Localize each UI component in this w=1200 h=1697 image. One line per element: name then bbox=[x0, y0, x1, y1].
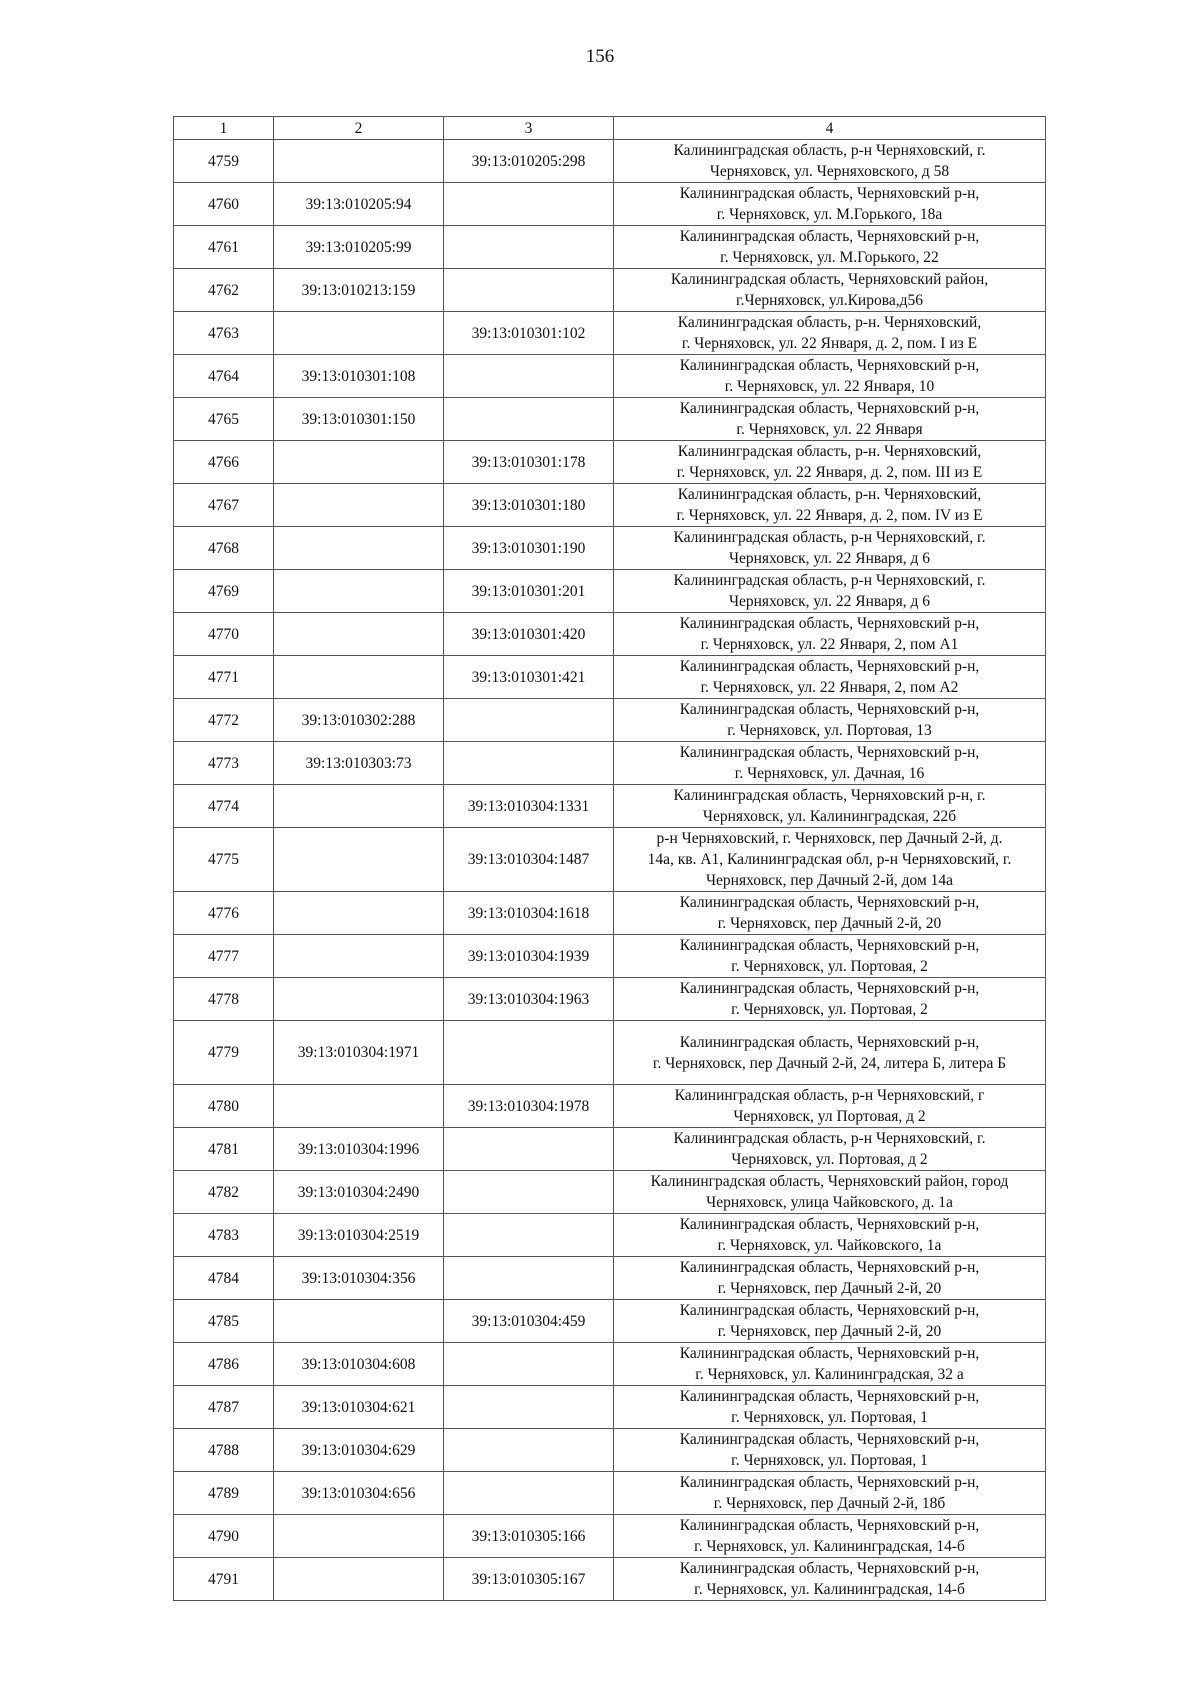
address-line: Черняховск, ул. Черняховского, д 58 bbox=[709, 163, 950, 180]
address-line: г. Черняховск, ул. 22 Января, 2, пом А1 bbox=[700, 636, 959, 653]
table-row bbox=[174, 656, 1046, 699]
row-number: 4787 bbox=[174, 1386, 274, 1429]
row-number: 4780 bbox=[174, 1085, 274, 1128]
row-number: 4772 bbox=[174, 699, 274, 742]
header-col-3: 3 bbox=[444, 117, 614, 140]
table-row bbox=[174, 699, 1046, 742]
cadastral-number-col2 bbox=[274, 484, 444, 527]
row-number: 4784 bbox=[174, 1257, 274, 1300]
address-line: Калининградская область, Черняховский р-н, bbox=[679, 1033, 980, 1051]
table-row bbox=[174, 1515, 1046, 1558]
cadastral-number-col3 bbox=[444, 742, 614, 785]
address-line: г. Черняховск, пер Дачный 2-й, 18б bbox=[713, 1495, 946, 1512]
address-line: Черняховск, пер Дачный 2-й, дом 14а bbox=[705, 872, 954, 889]
address-line: г. Черняховск, ул. Калининградская, 32 а bbox=[695, 1366, 964, 1383]
address-line: Черняховск, ул Портовая, д 2 bbox=[733, 1108, 926, 1125]
table-row bbox=[174, 398, 1046, 441]
table-row bbox=[174, 1472, 1046, 1515]
cadastral-number-col3: 39:13:010305:166 bbox=[444, 1515, 614, 1558]
address-line: Калининградская область, Черняховский р-н, bbox=[679, 658, 980, 675]
cadastral-number-col3: 39:13:010301:190 bbox=[444, 527, 614, 570]
cadastral-number-col2 bbox=[274, 613, 444, 656]
address-line: Калининградская область, Черняховский р-н, bbox=[679, 1216, 980, 1233]
address-cell bbox=[614, 1472, 1046, 1515]
table-body bbox=[174, 140, 1046, 1601]
cadastral-number-col3 bbox=[444, 226, 614, 269]
row-number: 4790 bbox=[174, 1515, 274, 1558]
address-cell bbox=[614, 935, 1046, 978]
address-cell bbox=[614, 226, 1046, 269]
address-cell bbox=[614, 1343, 1046, 1386]
address-line: Калининградская область, Черняховский р-н, bbox=[679, 185, 980, 202]
cadastral-number-col3: 39:13:010301:102 bbox=[444, 312, 614, 355]
address-line: Калининградская область, Черняховский р-н, bbox=[679, 400, 980, 417]
address-line: Калининградская область, Черняховский р-н, bbox=[679, 1259, 980, 1276]
row-number: 4789 bbox=[174, 1472, 274, 1515]
row-number: 4762 bbox=[174, 269, 274, 312]
address-line: р-н Черняховский, г. Черняховск, пер Дачный 2-й, д. bbox=[656, 830, 1003, 847]
address-line: г. Черняховск, пер Дачный 2-й, 20 bbox=[717, 1280, 942, 1297]
cadastral-number-col2 bbox=[274, 1515, 444, 1558]
cadastral-number-col3 bbox=[444, 398, 614, 441]
row-number: 4773 bbox=[174, 742, 274, 785]
cadastral-number-col3: 39:13:010301:178 bbox=[444, 441, 614, 484]
table-row bbox=[174, 484, 1046, 527]
cadastral-number-col2 bbox=[274, 892, 444, 935]
address-line: г. Черняховск, ул. Дачная, 16 bbox=[734, 765, 925, 782]
address-cell bbox=[614, 1128, 1046, 1171]
cadastral-number-col2: 39:13:010304:1996 bbox=[274, 1128, 444, 1171]
cadastral-number-col3 bbox=[444, 1128, 614, 1171]
cadastral-number-col2: 39:13:010304:2519 bbox=[274, 1214, 444, 1257]
address-cell bbox=[614, 785, 1046, 828]
cadastral-number-col2: 39:13:010304:629 bbox=[274, 1429, 444, 1472]
cadastral-number-col3 bbox=[444, 1214, 614, 1257]
address-line: г. Черняховск, ул. 22 Января, 10 bbox=[724, 378, 935, 395]
cadastral-number-col3 bbox=[444, 183, 614, 226]
address-cell bbox=[614, 699, 1046, 742]
address-line: Калининградская область, р-н Черняховский, г. bbox=[673, 1130, 986, 1147]
row-number: 4779 bbox=[174, 1021, 274, 1085]
row-number: 4778 bbox=[174, 978, 274, 1021]
table-row bbox=[174, 978, 1046, 1021]
address-line: г. Черняховск, ул. Чайковского, 1а bbox=[717, 1237, 942, 1254]
address-cell bbox=[614, 183, 1046, 226]
cadastral-number-col2 bbox=[274, 140, 444, 183]
cadastral-number-col3: 39:13:010304:1963 bbox=[444, 978, 614, 1021]
row-number: 4770 bbox=[174, 613, 274, 656]
cadastral-number-col2: 39:13:010304:2490 bbox=[274, 1171, 444, 1214]
table-row bbox=[174, 183, 1046, 226]
table-row bbox=[174, 613, 1046, 656]
address-cell bbox=[614, 1257, 1046, 1300]
cadastral-number-col2 bbox=[274, 1085, 444, 1128]
cadastral-number-col3: 39:13:010304:1978 bbox=[444, 1085, 614, 1128]
row-number: 4775 bbox=[174, 828, 274, 892]
row-number: 4783 bbox=[174, 1214, 274, 1257]
table-row bbox=[174, 269, 1046, 312]
address-line: г. Черняховск, ул. Портовая, 2 bbox=[731, 958, 928, 975]
cadastral-number-col2 bbox=[274, 1300, 444, 1343]
row-number: 4785 bbox=[174, 1300, 274, 1343]
address-line: Калининградская область, Черняховский район, город bbox=[650, 1173, 1009, 1190]
address-line: Черняховск, улица Чайковского, д. 1а bbox=[706, 1194, 953, 1211]
cadastral-number-col2 bbox=[274, 1558, 444, 1601]
cadastral-number-col3 bbox=[444, 355, 614, 398]
address-line: г. Черняховск, ул. Портовая, 1 bbox=[731, 1409, 928, 1426]
address-cell bbox=[614, 140, 1046, 183]
row-number: 4781 bbox=[174, 1128, 274, 1171]
cadastral-number-col2 bbox=[274, 570, 444, 613]
cadastral-number-col3: 39:13:010304:1331 bbox=[444, 785, 614, 828]
header-col-1: 1 bbox=[174, 117, 274, 140]
cadastral-number-col3: 39:13:010301:180 bbox=[444, 484, 614, 527]
address-line: Калининградская область, Черняховский район, bbox=[670, 271, 989, 288]
address-cell bbox=[614, 1515, 1046, 1558]
cadastral-number-col3 bbox=[444, 1472, 614, 1515]
row-number: 4761 bbox=[174, 226, 274, 269]
address-line: г. Черняховск, ул. 22 Января, д. 2, пом. III из Е bbox=[676, 464, 983, 481]
row-number: 4765 bbox=[174, 398, 274, 441]
cadastral-number-col3: 39:13:010304:1939 bbox=[444, 935, 614, 978]
table-row bbox=[174, 892, 1046, 935]
registry-table bbox=[173, 116, 1046, 1601]
row-number: 4767 bbox=[174, 484, 274, 527]
address-line: г. Черняховск, ул. Калининградская, 14-б bbox=[694, 1538, 965, 1555]
address-line: г. Черняховск, ул. 22 Января, 2, пом А2 bbox=[700, 679, 959, 696]
cadastral-number-col3: 39:13:010304:1487 bbox=[444, 828, 614, 892]
table-row bbox=[174, 1128, 1046, 1171]
address-cell bbox=[614, 1386, 1046, 1429]
cadastral-number-col3: 39:13:010205:298 bbox=[444, 140, 614, 183]
address-cell bbox=[614, 441, 1046, 484]
table-header bbox=[174, 117, 1046, 140]
address-line: Калининградская область, Черняховский р-н, bbox=[679, 937, 980, 954]
cadastral-number-col2: 39:13:010304:621 bbox=[274, 1386, 444, 1429]
address-line: Калининградская область, Черняховский р-н, bbox=[679, 228, 980, 245]
cadastral-number-col3: 39:13:010305:167 bbox=[444, 1558, 614, 1601]
row-number: 4771 bbox=[174, 656, 274, 699]
row-number: 4774 bbox=[174, 785, 274, 828]
table-row bbox=[174, 742, 1046, 785]
address-line: Черняховск, ул. Портовая, д 2 bbox=[731, 1151, 928, 1168]
table-row bbox=[174, 1558, 1046, 1601]
row-number: 4769 bbox=[174, 570, 274, 613]
table-row bbox=[174, 1257, 1046, 1300]
address-line: Калининградская область, Черняховский р-н, bbox=[679, 701, 980, 718]
cadastral-number-col2: 39:13:010304:608 bbox=[274, 1343, 444, 1386]
address-cell bbox=[614, 1021, 1046, 1085]
cadastral-number-col3: 39:13:010304:1618 bbox=[444, 892, 614, 935]
cadastral-number-col2 bbox=[274, 978, 444, 1021]
cadastral-number-col3: 39:13:010301:420 bbox=[444, 613, 614, 656]
cadastral-number-col2: 39:13:010304:656 bbox=[274, 1472, 444, 1515]
address-line: г. Черняховск, ул. Портовая, 13 bbox=[727, 722, 932, 739]
row-number: 4759 bbox=[174, 140, 274, 183]
address-cell bbox=[614, 355, 1046, 398]
cadastral-number-col3 bbox=[444, 269, 614, 312]
address-cell bbox=[614, 1558, 1046, 1601]
page-number: 156 bbox=[585, 46, 615, 67]
address-line: Калининградская область, р-н Черняховский, г. bbox=[673, 572, 986, 589]
table-row bbox=[174, 226, 1046, 269]
table-row bbox=[174, 828, 1046, 892]
table-row bbox=[174, 1171, 1046, 1214]
address-cell bbox=[614, 978, 1046, 1021]
address-line: Калининградская область, р-н Черняховский, г. bbox=[673, 142, 986, 159]
address-line: г. Черняховск, пер Дачный 2-й, 20 bbox=[717, 915, 942, 932]
address-line: Калининградская область, р-н Черняховский, г bbox=[674, 1087, 985, 1104]
address-cell bbox=[614, 527, 1046, 570]
cadastral-number-col2: 39:13:010304:356 bbox=[274, 1257, 444, 1300]
address-line: Калининградская область, Черняховский р-н, bbox=[679, 1431, 980, 1448]
table-row bbox=[174, 441, 1046, 484]
cadastral-number-col2 bbox=[274, 935, 444, 978]
address-cell bbox=[614, 742, 1046, 785]
row-number: 4776 bbox=[174, 892, 274, 935]
row-number: 4766 bbox=[174, 441, 274, 484]
cadastral-number-col3 bbox=[444, 1257, 614, 1300]
header-col-2: 2 bbox=[274, 117, 444, 140]
address-line: г. Черняховск, ул. 22 Января bbox=[736, 421, 923, 438]
address-cell bbox=[614, 1300, 1046, 1343]
address-line: Калининградская область, Черняховский р-н, bbox=[679, 1345, 980, 1362]
address-line: Калининградская область, Черняховский р-н, bbox=[679, 1517, 980, 1534]
table-row bbox=[174, 1021, 1046, 1085]
address-cell bbox=[614, 656, 1046, 699]
address-line: г. Черняховск, ул. М.Горького, 18а bbox=[716, 206, 943, 223]
address-line: г. Черняховск, ул. 22 Января, д. 2, пом. I из Е bbox=[681, 335, 978, 352]
cadastral-number-col2: 39:13:010205:94 bbox=[274, 183, 444, 226]
address-line: г. Черняховск, пер Дачный 2-й, 24, литера Б, литера Б bbox=[652, 1054, 1007, 1072]
cadastral-number-col2 bbox=[274, 312, 444, 355]
address-line: Черняховск, ул. 22 Января, д 6 bbox=[728, 550, 931, 567]
address-line: Калининградская область, Черняховский р-н, bbox=[679, 1302, 980, 1319]
row-number: 4782 bbox=[174, 1171, 274, 1214]
cadastral-number-col2: 39:13:010304:1971 bbox=[274, 1021, 444, 1085]
cadastral-number-col3: 39:13:010304:459 bbox=[444, 1300, 614, 1343]
address-cell bbox=[614, 1085, 1046, 1128]
address-line: Калининградская область, р-н. Черняховский, bbox=[677, 443, 982, 460]
address-cell bbox=[614, 312, 1046, 355]
address-line: Калининградская область, Черняховский р-н, bbox=[679, 894, 980, 911]
cadastral-number-col2: 39:13:010301:108 bbox=[274, 355, 444, 398]
address-cell bbox=[614, 1214, 1046, 1257]
row-number: 4764 bbox=[174, 355, 274, 398]
table-row bbox=[174, 140, 1046, 183]
row-number: 4786 bbox=[174, 1343, 274, 1386]
address-cell bbox=[614, 269, 1046, 312]
table-row bbox=[174, 785, 1046, 828]
table-row bbox=[174, 527, 1046, 570]
address-line: г. Черняховск, ул. М.Горького, 22 bbox=[720, 249, 939, 266]
address-line: г. Черняховск, ул. Калининградская, 14-б bbox=[694, 1581, 965, 1598]
row-number: 4763 bbox=[174, 312, 274, 355]
address-cell bbox=[614, 828, 1046, 892]
row-number: 4777 bbox=[174, 935, 274, 978]
table-row bbox=[174, 1085, 1046, 1128]
cadastral-number-col2 bbox=[274, 441, 444, 484]
cadastral-number-col2: 39:13:010301:150 bbox=[274, 398, 444, 441]
address-line: Калининградская область, р-н. Черняховский, bbox=[677, 314, 982, 331]
address-line: Калининградская область, Черняховский р-н, bbox=[679, 615, 980, 632]
address-line: Калининградская область, Черняховский р-н, bbox=[679, 980, 980, 997]
cadastral-number-col2 bbox=[274, 656, 444, 699]
address-line: 14а, кв. А1, Калининградская обл, р-н Черняховский, г. bbox=[647, 851, 1012, 868]
cadastral-number-col2 bbox=[274, 828, 444, 892]
address-cell bbox=[614, 1171, 1046, 1214]
address-line: Черняховск, ул. Калининградская, 22б bbox=[702, 808, 957, 825]
table-row bbox=[174, 1343, 1046, 1386]
cadastral-number-col2 bbox=[274, 527, 444, 570]
header-col-4: 4 bbox=[614, 117, 1046, 140]
table-row bbox=[174, 355, 1046, 398]
cadastral-number-col3 bbox=[444, 1171, 614, 1214]
row-number: 4788 bbox=[174, 1429, 274, 1472]
table-row bbox=[174, 312, 1046, 355]
table-row bbox=[174, 1214, 1046, 1257]
table-row bbox=[174, 1429, 1046, 1472]
table-row bbox=[174, 570, 1046, 613]
cadastral-number-col3 bbox=[444, 1021, 614, 1085]
address-line: Калининградская область, Черняховский р-н, bbox=[679, 1388, 980, 1405]
cadastral-number-col2 bbox=[274, 785, 444, 828]
cadastral-number-col2: 39:13:010302:288 bbox=[274, 699, 444, 742]
cadastral-number-col3 bbox=[444, 699, 614, 742]
table-row bbox=[174, 1386, 1046, 1429]
cadastral-number-col2: 39:13:010213:159 bbox=[274, 269, 444, 312]
address-line: Калининградская область, Черняховский р-н, bbox=[679, 744, 980, 761]
cadastral-number-col3 bbox=[444, 1343, 614, 1386]
cadastral-number-col3 bbox=[444, 1386, 614, 1429]
address-line: Калининградская область, Черняховский р-н, bbox=[679, 357, 980, 374]
address-line: г. Черняховск, пер Дачный 2-й, 20 bbox=[717, 1323, 942, 1340]
table-row bbox=[174, 935, 1046, 978]
address-line: г.Черняховск, ул.Кирова,д56 bbox=[736, 292, 923, 309]
row-number: 4791 bbox=[174, 1558, 274, 1601]
address-cell bbox=[614, 892, 1046, 935]
cadastral-number-col3 bbox=[444, 1429, 614, 1472]
address-cell bbox=[614, 398, 1046, 441]
cadastral-number-col3: 39:13:010301:201 bbox=[444, 570, 614, 613]
row-number: 4768 bbox=[174, 527, 274, 570]
address-cell bbox=[614, 484, 1046, 527]
address-line: г. Черняховск, ул. Портовая, 2 bbox=[731, 1001, 928, 1018]
address-cell bbox=[614, 570, 1046, 613]
cadastral-number-col2: 39:13:010303:73 bbox=[274, 742, 444, 785]
row-number: 4760 bbox=[174, 183, 274, 226]
address-line: Калининградская область, Черняховский р-н, г. bbox=[673, 787, 986, 804]
address-line: Калининградская область, Черняховский р-н, bbox=[679, 1560, 980, 1577]
cadastral-number-col3: 39:13:010301:421 bbox=[444, 656, 614, 699]
address-line: г. Черняховск, ул. 22 Января, д. 2, пом. IV из Е bbox=[676, 507, 983, 524]
address-cell bbox=[614, 1429, 1046, 1472]
address-line: Калининградская область, р-н. Черняховский, bbox=[677, 486, 982, 503]
address-line: Черняховск, ул. 22 Января, д 6 bbox=[728, 593, 931, 610]
cadastral-number-col2: 39:13:010205:99 bbox=[274, 226, 444, 269]
table-row bbox=[174, 1300, 1046, 1343]
address-line: Калининградская область, р-н Черняховский, г. bbox=[673, 529, 986, 546]
address-cell bbox=[614, 613, 1046, 656]
address-line: г. Черняховск, ул. Портовая, 1 bbox=[731, 1452, 928, 1469]
address-line: Калининградская область, Черняховский р-н, bbox=[679, 1474, 980, 1491]
